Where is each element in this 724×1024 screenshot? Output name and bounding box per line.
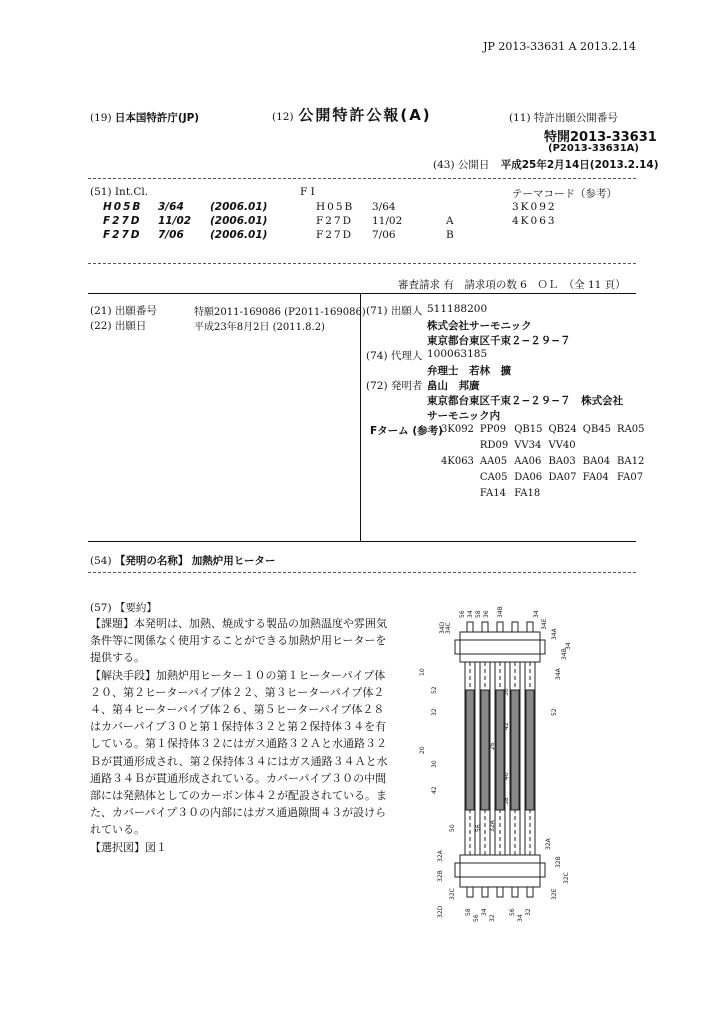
fterm-cell: DA07 <box>548 471 577 483</box>
figure-label: 42 <box>503 722 510 730</box>
intcl-header <box>90 186 148 198</box>
fterm-cell <box>441 437 480 453</box>
fi-class: H05B <box>316 201 355 213</box>
figure-label: 34E <box>541 618 548 630</box>
fi-group: 3/64 <box>372 201 396 213</box>
fi-class: F27D <box>316 215 354 227</box>
abstract-solution: 【解決手段】加熱炉用ヒーター１０の第１ヒーターパイプ体２０、第２ヒーターパイプ体２２、第３ヒーターパイプ体２４、第４ヒーターパイプ体２６、第５ヒーターパイプ体２８はカバーパイプ３０と第１保持体３２と第２保持体３４を有している。第１保持体３２にはガス通路３２Ａと水通路３２Ｂが貫通形成され、第２保持体３４にはガス通路３４Ａと水通路３４Ｂが貫通形成されている。カバーパイプ３０の中間部には発熱体としてのカーボン体４２が配設されている。また、カバーパイプ３０の内部にはガス通過隙間４３が設けられている。 <box>90 668 388 837</box>
heater-pipe <box>510 662 520 855</box>
fterm-cell: QB45 <box>582 423 612 435</box>
figure-label: 34 <box>467 610 474 618</box>
figure-label: 40 <box>503 772 510 780</box>
figure-label: 34A <box>551 628 558 640</box>
ipc-version: (2006.01) <box>210 229 268 241</box>
figure-label: 36 <box>503 688 510 696</box>
top-connector <box>482 622 488 632</box>
figure-label: 32B <box>437 870 444 882</box>
abstract-label: 【要約】 <box>114 602 157 614</box>
fterm-cell: FA04 <box>582 471 609 483</box>
intcl-code: (51) <box>90 186 112 198</box>
applicant-name: 株式会社サーモニック <box>427 320 532 332</box>
top-connector <box>512 622 518 632</box>
office-code: (19) <box>90 112 112 124</box>
fterm-cell: PP09 <box>479 423 507 435</box>
fterm-cell <box>617 437 650 453</box>
publication-number: 特開2013-33631 <box>544 130 657 145</box>
figure-label: 34 <box>565 642 572 650</box>
figure-label: 56 <box>475 824 482 832</box>
ipc-class: H05B <box>103 201 143 213</box>
figure-label: 34 <box>533 610 540 618</box>
office-line <box>90 110 199 125</box>
agent-id: 100063185 <box>427 348 488 360</box>
fterm-cell <box>583 437 617 453</box>
fterm-cell <box>583 485 617 501</box>
top-connector <box>467 622 473 632</box>
filing-date-label: 出願日 <box>114 320 147 332</box>
applicant-row <box>366 303 422 318</box>
fterm-cell: BA12 <box>617 455 645 467</box>
pubdate-code: (43) <box>433 159 455 171</box>
heater-pipe <box>525 662 535 855</box>
pubdate-line <box>433 157 659 172</box>
figure-label: 32D <box>437 905 444 918</box>
heater-pipe <box>465 662 475 855</box>
fterm-cell: RD09 <box>479 439 509 451</box>
inventor-address-line1: 東京都台東区千束２−２９−７ 株式会社 <box>427 395 624 407</box>
figure-label: 32 <box>489 914 496 922</box>
fterm-cell: AA06 <box>514 455 542 467</box>
bottom-connector <box>527 887 533 897</box>
title-label: 【発明の名称】 <box>114 555 189 567</box>
fterm-cell <box>441 485 480 501</box>
fterm-cell: FA07 <box>617 471 644 483</box>
theme-code: 3K092 <box>512 201 557 213</box>
invention-title-line <box>90 553 275 568</box>
figure-label: 32 <box>431 708 438 716</box>
theme-code: 4K063 <box>512 215 557 227</box>
figure-label: 32A <box>437 850 444 862</box>
figure-label: 58 <box>465 908 472 916</box>
theme-code-label: テーマコード（参考） <box>512 188 617 200</box>
figure-label: 58 <box>475 610 482 618</box>
top-connector <box>527 622 533 632</box>
divider-biblio <box>88 541 636 542</box>
agent-row <box>366 348 422 363</box>
divider-exam <box>88 293 636 294</box>
inventor-name: 畠山 邦廣 <box>427 380 480 392</box>
bottom-connector <box>482 887 488 897</box>
fterm-cell: QB24 <box>548 423 577 435</box>
top-holder-flange <box>455 640 545 654</box>
fterm-row <box>441 469 651 485</box>
abstract-body <box>90 615 392 856</box>
ipc-group: 3/64 <box>158 201 184 213</box>
bottom-holder-flange <box>455 863 545 877</box>
publication-number-alt: (P2013-33631A) <box>548 143 639 154</box>
figure-label: 34B <box>497 606 504 618</box>
fterm-cell: FA14 <box>479 487 506 499</box>
publication-date: 平成25年2月14日(2013.2.14) <box>500 159 659 171</box>
pubno-label: 特許出願公開番号 <box>533 112 618 124</box>
application-number-value: 特願2011-169086 (P2011-169086) <box>194 307 366 318</box>
agent-name: 弁理士 若林 擴 <box>427 365 511 377</box>
abstract-code: (57) <box>90 602 112 614</box>
kind-line <box>272 104 432 125</box>
ipc-group: 7/06 <box>158 229 184 241</box>
figure-label: 26 <box>489 742 496 750</box>
inventor-code: (72) <box>366 380 388 392</box>
fterm-cell: RA05 <box>617 423 645 435</box>
figure-label: 52 <box>431 686 438 694</box>
fterm-label: Fターム (参考) <box>370 425 443 437</box>
agent-label: 代理人 <box>390 350 423 362</box>
heater-figure <box>410 600 580 925</box>
pubno-code: (11) <box>509 112 531 124</box>
applicant-address: 東京都台東区千束２−２９−７ <box>427 335 571 347</box>
fi-group: 7/06 <box>372 229 396 241</box>
top-holder-block <box>460 632 540 662</box>
office-name: 日本国特許庁(JP) <box>114 112 200 124</box>
publication-kind: 公開特許公報(A) <box>298 106 432 124</box>
fi-label: F I <box>300 186 315 198</box>
figure-label: 52 <box>551 708 558 716</box>
figure-label: 34D <box>439 621 446 634</box>
intcl-label: Int.Cl. <box>114 186 149 198</box>
fterm-row <box>441 453 651 469</box>
ipc-class: F27D <box>103 215 142 227</box>
figure-label: 34 <box>517 914 524 922</box>
divider-header <box>88 178 636 179</box>
figure-label: 36 <box>483 610 490 618</box>
bottom-holder-block <box>460 855 540 887</box>
examination-line: 審査請求 有 請求項の数 6 ＯＬ （全 11 頁） <box>398 279 626 291</box>
figure-label: 56 <box>509 908 516 916</box>
figure-label: 50 <box>449 824 456 832</box>
ipc-version: (2006.01) <box>210 215 268 227</box>
fterm-row <box>441 421 651 437</box>
figure-label: 20 <box>419 746 426 754</box>
application-number-row <box>90 303 157 318</box>
title-code: (54) <box>90 555 112 567</box>
figure-label: 56 <box>473 914 480 922</box>
application-number-code: (21) <box>90 305 112 317</box>
fterm-cell <box>548 485 582 501</box>
inventor-label: 発明者 <box>390 380 423 392</box>
bottom-connector <box>467 887 473 897</box>
abstract-problem: 【課題】本発明は、加熱、焼成する製品の加熱温度や雰囲気条件等に関係なく使用することができる加熱炉用ヒーターを提供する。 <box>90 617 387 665</box>
fterm-cell: BA03 <box>548 455 576 467</box>
fterm-cell: 4K063 <box>441 455 474 467</box>
pubdate-label: 公開日 <box>457 159 490 171</box>
top-connector <box>497 622 503 632</box>
figure-label: 32E <box>551 888 558 900</box>
figure-label: 32 <box>525 908 532 916</box>
applicant-id: 511188200 <box>427 303 488 315</box>
ipc-class: F27D <box>103 229 142 241</box>
fi-group: 11/02 <box>372 215 403 227</box>
figure-label: 56 <box>459 610 466 618</box>
figure-label: 30 <box>431 760 438 768</box>
fterm-cell: 3K092 <box>441 423 474 435</box>
divider-classification <box>88 263 636 264</box>
ipc-group: 11/02 <box>158 215 192 227</box>
figure-label: 34B <box>561 648 568 660</box>
fi-suffix: A <box>446 215 454 227</box>
fterm-cell: BA04 <box>582 455 611 467</box>
bottom-connector <box>512 887 518 897</box>
agent-code: (74) <box>366 350 388 362</box>
fterm-cell: VV40 <box>548 439 576 451</box>
fterm-row <box>441 485 651 501</box>
ipc-version: (2006.01) <box>210 201 268 213</box>
inventor-row <box>366 378 422 393</box>
application-number-label: 出願番号 <box>114 305 157 317</box>
figure-label: 34C <box>445 622 452 634</box>
biblio-column-divider <box>360 293 361 541</box>
kind-code: (12) <box>272 111 294 123</box>
invention-title: 加熱炉用ヒーター <box>191 555 276 567</box>
fterm-cell: VV34 <box>514 439 542 451</box>
divider-title <box>88 572 636 573</box>
bottom-connector <box>497 887 503 897</box>
fterm-cell: FA18 <box>514 487 541 499</box>
fterm-cell: AA05 <box>479 455 508 467</box>
filing-date-row <box>90 318 146 333</box>
abstract-header <box>90 600 157 615</box>
figure-label: 38 <box>503 797 510 805</box>
applicant-code: (71) <box>366 305 388 317</box>
fterm-cell: CA05 <box>479 471 508 483</box>
fterm-cell <box>617 485 650 501</box>
figure-label: 32B <box>555 856 562 868</box>
fi-suffix: B <box>446 229 454 241</box>
document-id: JP 2013-33631 A 2013.2.14 <box>483 40 636 53</box>
fi-class: F27D <box>316 229 354 241</box>
fterm-cell <box>441 469 480 485</box>
pubno-label-line <box>509 110 618 125</box>
figure-label: 42 <box>431 786 438 794</box>
abstract-selected-figure: 【選択図】図１ <box>90 840 167 854</box>
figure-label: 34A <box>555 668 562 680</box>
filing-date-value: 平成23年8月2日 (2011.8.2) <box>194 322 325 333</box>
figure-label: 34 <box>481 908 488 916</box>
applicant-label: 出願人 <box>390 305 423 317</box>
figure-label: 32C <box>449 888 456 900</box>
inventor-address-line2: サーモニック内 <box>427 410 501 422</box>
filing-date-code: (22) <box>90 320 112 332</box>
fterm-cell: DA06 <box>514 471 543 483</box>
fterm-row <box>441 437 651 453</box>
fterm-cell: QB15 <box>514 423 543 435</box>
figure-label: 32A <box>489 820 496 832</box>
figure-label: 32C <box>563 872 570 884</box>
figure-label: 32A <box>545 838 552 850</box>
figure-label: 10 <box>419 668 426 676</box>
fterm-table <box>441 421 651 501</box>
